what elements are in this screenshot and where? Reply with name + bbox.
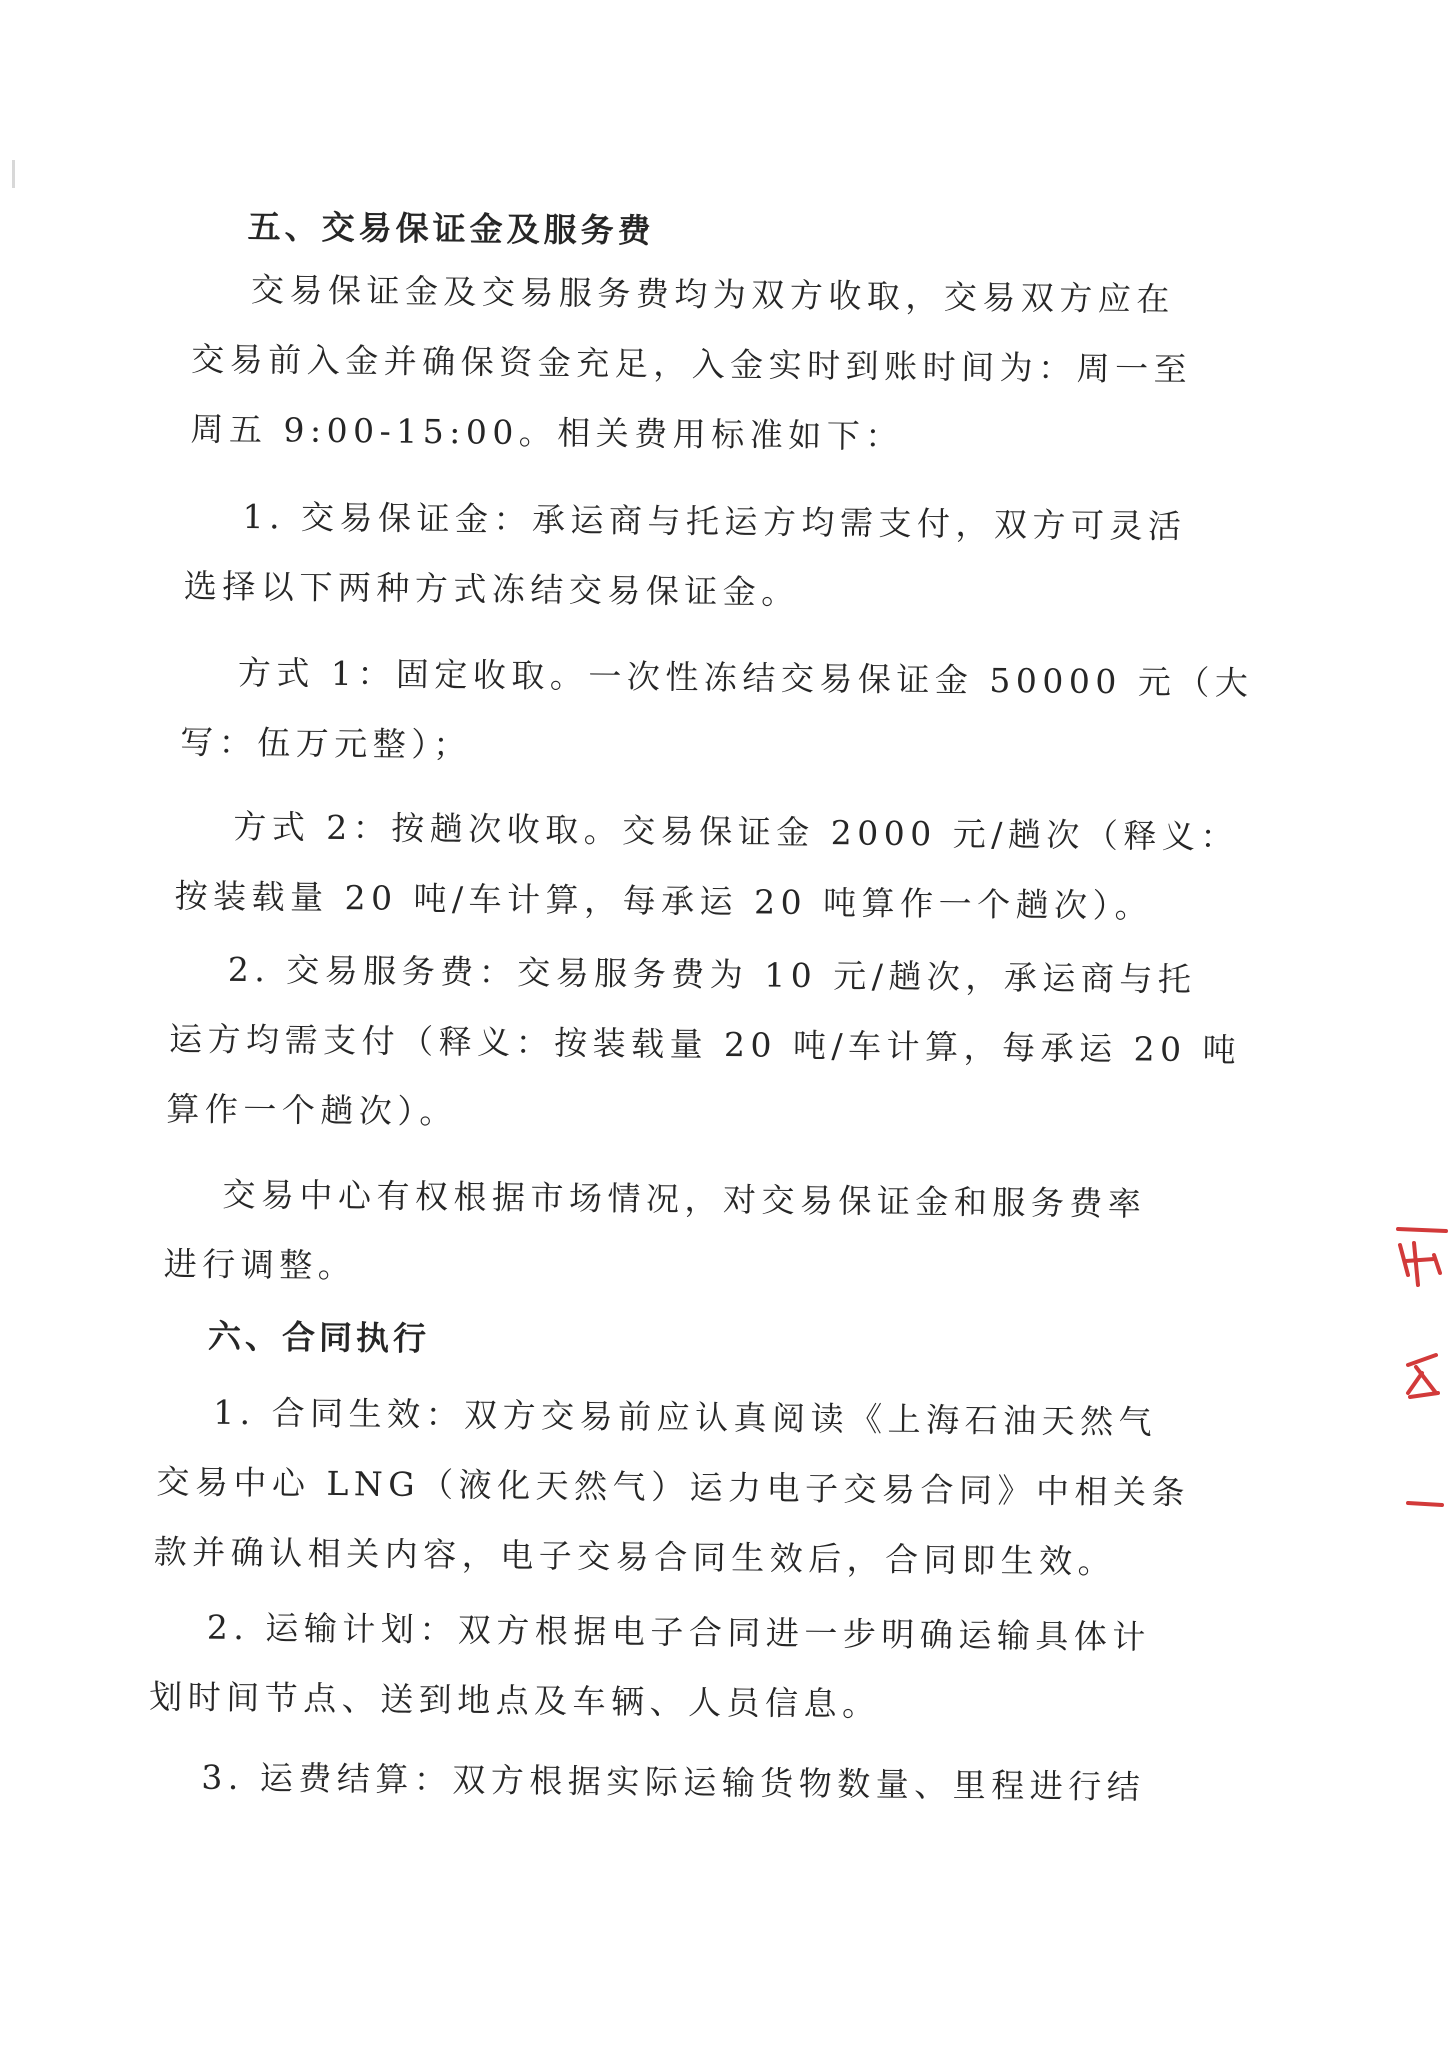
paragraph-line: 3. 运费结算：双方根据实际运输货物数量、里程进行结 (201, 1757, 1146, 1807)
scan-edge-mark (12, 160, 15, 188)
paragraph-line: 交易中心有权根据市场情况，对交易保证金和服务费率 (222, 1174, 1147, 1224)
paragraph-line: 方式 1：固定收取。一次性冻结交易保证金 50000 元（大 (237, 652, 1254, 703)
paragraph-line: 周五 9:00-15:00。相关费用标准如下： (190, 409, 905, 456)
paragraph-line: 交易中心 LNG（液化天然气）运力电子交易合同》中相关条 (156, 1462, 1191, 1512)
paragraph-line: 2. 运输计划：双方根据电子合同进一步明确运输具体计 (206, 1607, 1152, 1657)
paragraph-line: 运方均需支付（释义：按装载量 20 吨/车计算，每承运 20 吨 (168, 1019, 1242, 1070)
paragraph-line: 进行调整。 (163, 1244, 357, 1286)
paragraph-line: 方式 2：按趟次收取。交易保证金 2000 元/趟次（释义： (233, 806, 1240, 857)
seal-stamp-fragment (1378, 1215, 1448, 1535)
paragraph-line: 款并确认相关内容，电子交易合同生效后，合同即生效。 (153, 1532, 1117, 1582)
paragraph-line: 算作一个趟次）。 (166, 1089, 459, 1132)
section-heading-6: 六、合同执行 (207, 1316, 431, 1358)
paragraph-line: 1. 交易保证金：承运商与托运方均需支付，双方可灵活 (242, 496, 1187, 546)
paragraph-line: 划时间节点、送到地点及车辆、人员信息。 (148, 1677, 881, 1724)
paragraph-line: 交易前入金并确保资金充足，入金实时到账时间为：周一至 (191, 339, 1193, 389)
paragraph-line: 按装载量 20 吨/车计算，每承运 20 吨算作一个趟次）。 (174, 876, 1154, 926)
section-heading-5: 五、交易保证金及服务费 (247, 207, 655, 251)
paragraph-line: 交易保证金及交易服务费均为双方收取，交易双方应在 (250, 270, 1176, 319)
paragraph-line: 选择以下两种方式冻结交易保证金。 (183, 566, 801, 612)
paragraph-line: 2. 交易服务费：交易服务费为 10 元/趟次，承运商与托 (227, 949, 1197, 999)
paragraph-line: 1. 合同生效：双方交易前应认真阅读《上海石油天然气 (212, 1392, 1158, 1442)
paragraph-line: 写：伍万元整）； (179, 722, 472, 765)
